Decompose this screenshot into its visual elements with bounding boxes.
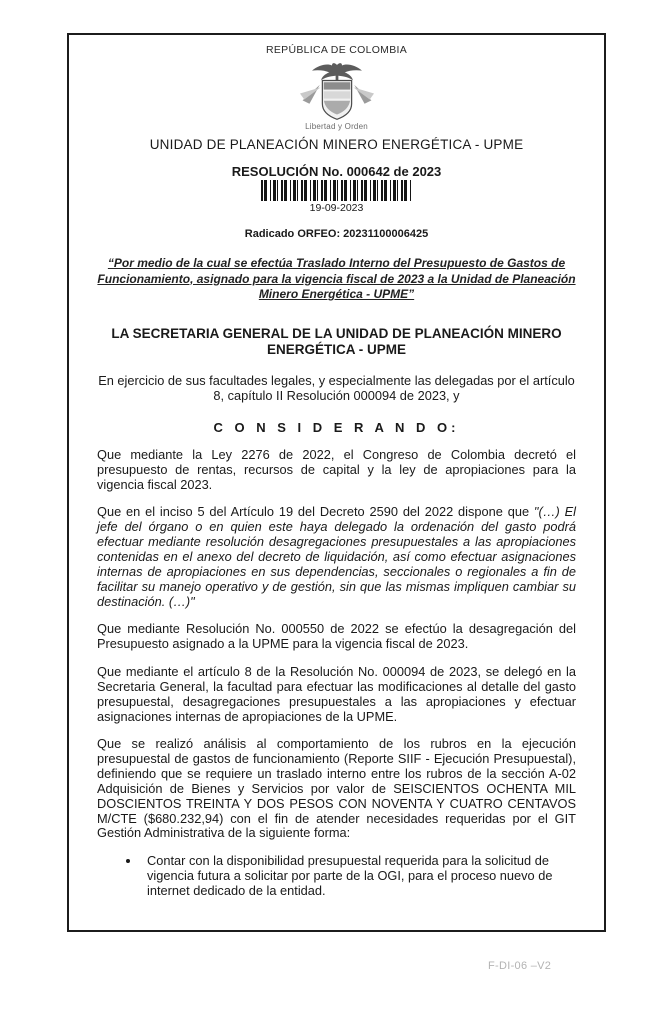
republic-title: REPÚBLICA DE COLOMBIA [265, 44, 408, 56]
paragraph-lead-text: Que en el inciso 5 del Artículo 19 del Decreto 2590 del 2022 dispone que [97, 504, 534, 520]
paragraph-decreto-2590 [97, 505, 576, 609]
paragraph-analisis-rubros: Que se realizó análisis al comportamiento de los rubros en la ejecución presupuestal de gastos de funcionamiento (Reporte SIIF - Ejecución Presupuestal), definiendo que se requiere un traslado interno entre los rubros de la sección A-02 Adquisición de Bienes y Servicios por valor de SEISCIENTOS OCHENTA MIL DOSCIENTOS TREINTA Y DOS PESOS CON NOVENTA Y CUATRO CENTAVOS M/CTE ($680.232,94) con el fin de atender necesidades requeridas por el GIT Gestión Administrativa de la siguiente forma: [97, 736, 576, 841]
radicado-number: Radicado ORFEO: 20231100006425 [244, 228, 429, 240]
barcode [261, 180, 413, 201]
paragraph-resolucion-000094: Que mediante el artículo 8 de la Resolución No. 000094 de 2023, se delegó en la Secretaria General, la facultad para efectuar las modificaciones al detalle del gasto presupuestal, desagregaciones presupuestales a las apropiaciones y efectuar asignaciones internas de apropiaciones de la UPME. [97, 664, 576, 724]
barcode-date: 19-09-2023 [309, 202, 364, 214]
document-border-frame [67, 33, 606, 932]
paragraph-ley-2276: Que mediante la Ley 2276 de 2022, el Congreso de Colombia decretó el presupuesto de rentas, recursos de capital y la ley de apropiaciones para la vigencia fiscal 2023. [97, 446, 576, 492]
considerando-heading: C O N S I D E R A N D O: [213, 419, 460, 435]
subject-quote: “Por medio de la cual se efectúa Traslado Interno del Presupuesto de Gastos de Funcionamiento, asignado para la vigencia fiscal de 2023 a la Unidad de Planeación Minero Energética - UPME” [97, 256, 576, 302]
bullet-item-disponibilidad: • Contar con la disponibilidad presupuestal requerida para la solicitud de vigencia futura a solicitar por parte de la OGI, para el proceso nuevo de internet dedicado de la entidad. [141, 854, 576, 899]
preamble-text: En ejercicio de sus facultades legales, y especialmente las delegadas por el artículo 8, capítulo II Resolución 000094 de 2023, y [98, 372, 575, 403]
entity-name: UNIDAD DE PLANEACIÓN MINERO ENERGÉTICA - UPME [149, 137, 524, 152]
paragraph-quoted-norm-text: "(…) El jefe del órgano o en quien este haya delegado la ordenación del gasto podrá efectuar mediante resolución desagregaciones presupuestales a las apropiaciones contenidas en el anexo del decreto de liquidación, así como efectuar asignaciones internas de apropiaciones en sus dependencias, seccionales o regionales a fin de facilitar su manejo operativo y de gestión, sin que las mismas impliquen cambiar su destinación. (…)" [97, 504, 576, 609]
issuing-authority-heading: LA SECRETARIA GENERAL DE LA UNIDAD DE PLANEACIÓN MINERO ENERGÉTICA - UPME [111, 325, 562, 358]
form-code-footer: F-DI-06 –V2 [488, 960, 552, 972]
bullet-list [97, 854, 576, 899]
coat-of-arms-motto: Libertad y Orden [305, 122, 368, 131]
resolution-title: RESOLUCIÓN No. 000642 de 2023 [231, 164, 442, 179]
coat-of-arms [97, 59, 576, 132]
colombia-coat-of-arms-icon [293, 59, 381, 121]
paragraph-resolucion-000550: Que mediante Resolución No. 000550 de 2022 se efectúo la desagregación del Presupuesto asignado a la UPME para la vigencia fiscal de 2023. [97, 621, 576, 652]
